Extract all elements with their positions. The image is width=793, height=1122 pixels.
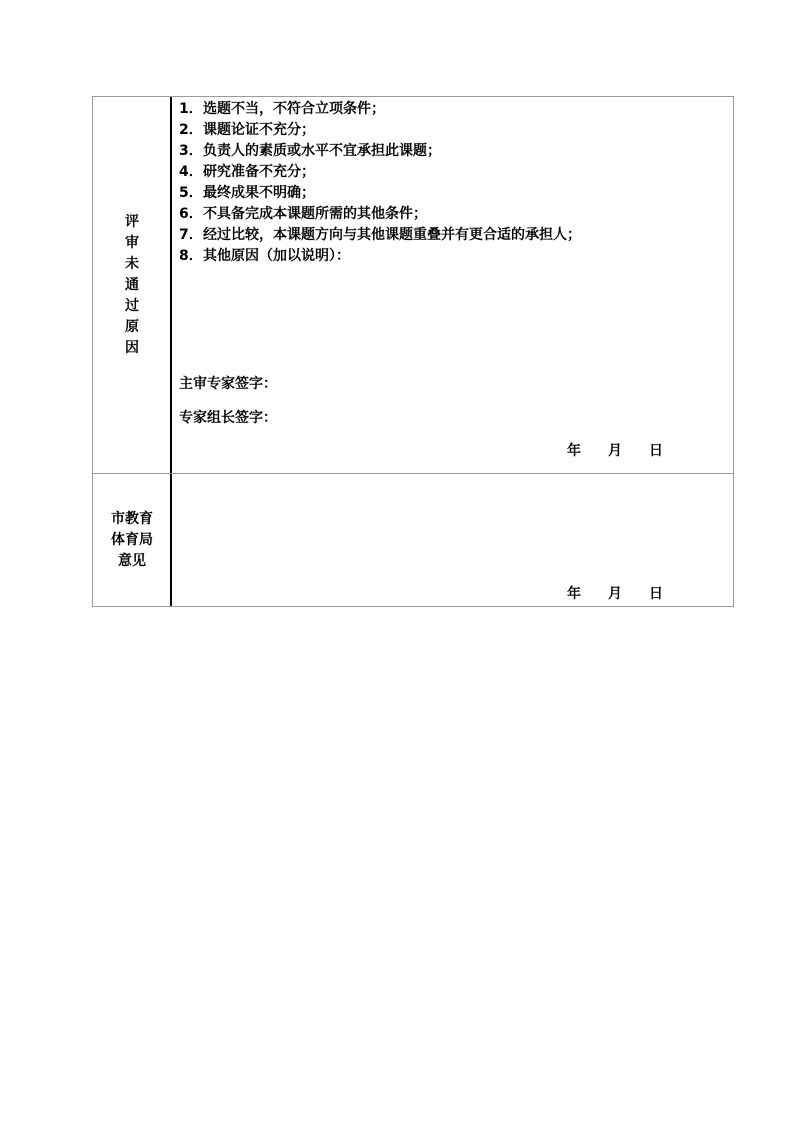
reason-number: 7．	[179, 227, 203, 243]
label-char: 因	[125, 339, 139, 356]
bureau-opinion-label	[93, 474, 171, 608]
reason-item	[179, 183, 581, 204]
reason-item	[179, 99, 581, 120]
reason-item	[179, 246, 581, 267]
reason-number: 6．	[179, 206, 203, 222]
label-char: 审	[125, 234, 139, 251]
review-date	[567, 441, 663, 461]
reason-item	[179, 204, 581, 225]
reason-text: 不具备完成本课题所需的其他条件；	[203, 206, 427, 222]
reason-item	[179, 162, 581, 183]
bureau-date	[567, 584, 663, 604]
reason-number: 3．	[179, 143, 203, 159]
reason-item	[179, 120, 581, 141]
label-char: 未	[125, 255, 139, 272]
year-label: 年	[567, 586, 581, 602]
reason-number: 8．	[179, 248, 203, 264]
reason-text: 选题不当，不符合立项条件；	[203, 101, 385, 117]
month-label: 月	[608, 443, 622, 459]
day-label: 日	[649, 586, 663, 602]
reason-item	[179, 225, 581, 246]
reason-item	[179, 141, 581, 162]
reason-number: 5．	[179, 185, 203, 201]
label-line: 意见	[118, 553, 146, 569]
rejection-reason-label	[93, 97, 171, 473]
chief-reviewer-signature-label: 主审专家签字：	[179, 376, 277, 392]
month-label: 月	[608, 586, 622, 602]
label-char: 评	[125, 213, 139, 230]
label-line: 体育局	[111, 532, 153, 548]
reason-number: 4．	[179, 164, 203, 180]
day-label: 日	[649, 443, 663, 459]
reason-text: 研究准备不充分；	[203, 164, 315, 180]
reason-number: 1．	[179, 101, 203, 117]
year-label: 年	[567, 443, 581, 459]
rejection-reasons-list	[179, 99, 581, 267]
label-char: 原	[125, 318, 139, 335]
reason-text: 课题论证不充分；	[203, 122, 315, 138]
reason-text: 最终成果不明确；	[203, 185, 315, 201]
reason-text: 负责人的素质或水平不宜承担此课题；	[203, 143, 441, 159]
reason-text: 其他原因（加以说明）：	[203, 248, 350, 264]
reason-text: 经过比较，本课题方向与其他课题重叠并有更合适的承担人；	[203, 227, 581, 243]
label-line: 市教育	[111, 511, 153, 527]
label-char: 通	[125, 276, 139, 293]
review-form-table	[92, 96, 734, 607]
row-divider	[93, 473, 733, 474]
label-char: 过	[125, 297, 139, 314]
group-leader-signature-label: 专家组长签字：	[179, 410, 277, 426]
reason-number: 2．	[179, 122, 203, 138]
